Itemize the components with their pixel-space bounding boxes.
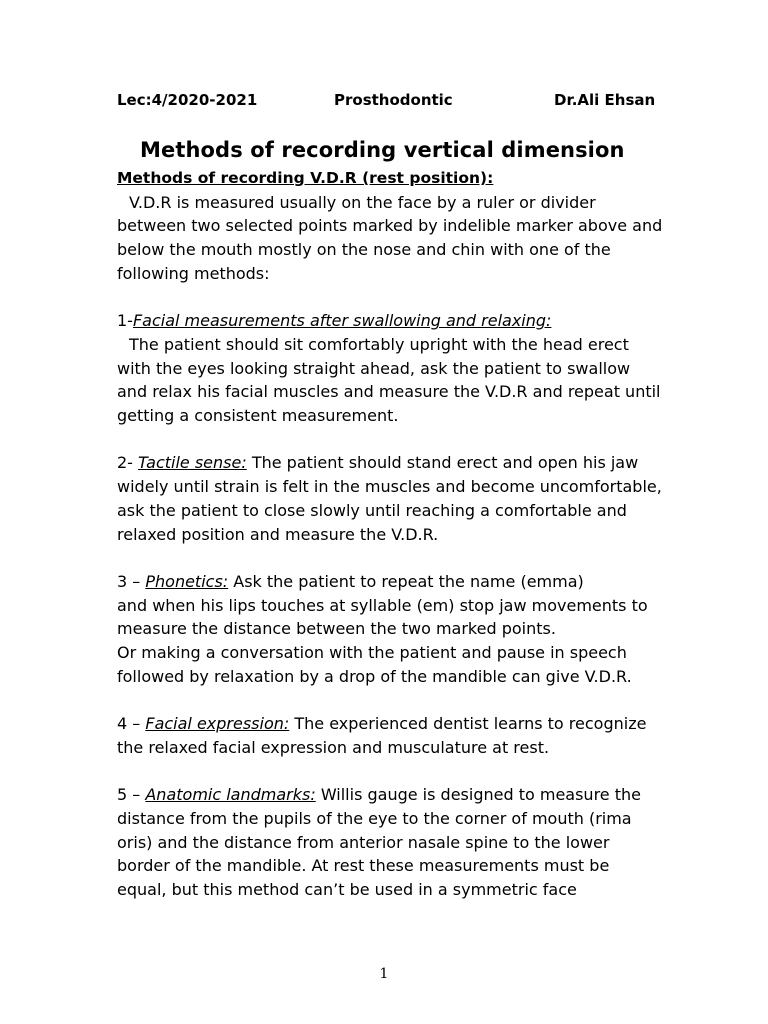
paragraph-line: below the mouth mostly on the nose and chin with one of the xyxy=(117,240,611,260)
paragraph-line: ask the patient to close slowly until reaching a comfortable and xyxy=(117,500,627,520)
method-heading xyxy=(117,309,695,333)
paragraph-line: The patient should sit comfortably upright with the head erect xyxy=(129,334,629,354)
method-text: The experienced dentist learns to recognize xyxy=(289,714,647,734)
method-number: 2- xyxy=(117,453,139,473)
paragraph-line: widely until strain is felt in the muscles and become uncomfortable, xyxy=(117,477,662,497)
paragraph-line: V.D.R is measured usually on the face by a ruler or divider xyxy=(129,192,596,212)
paragraph-line: Or making a conversation with the patient and pause in speech xyxy=(117,643,627,663)
method-name: Anatomic landmarks: xyxy=(145,785,316,805)
method-text: The patient should stand erect and open his jaw xyxy=(246,453,639,473)
page-title: Methods of recording vertical dimension xyxy=(140,138,625,162)
method-text: Willis gauge is designed to measure the xyxy=(315,785,641,805)
paragraph-line: and when his lips touches at syllable (em) stop jaw movements to xyxy=(117,595,648,615)
method-name: Phonetics: xyxy=(145,571,229,591)
paragraph-line: equal, but this method can’t be used in a symmetric face xyxy=(117,880,577,900)
page-header xyxy=(117,91,672,113)
paragraph-line: between two selected points marked by indelible marker above and xyxy=(117,216,663,236)
paragraph-line: the relaxed facial expression and musculature at rest. xyxy=(117,737,550,757)
paragraph-line: getting a consistent measurement. xyxy=(117,406,399,426)
method-number: 4 – xyxy=(117,714,146,734)
method-heading xyxy=(117,712,695,736)
paragraph-line: border of the mandible. At rest these measurements must be xyxy=(117,856,610,876)
method-text: Ask the patient to repeat the name (emma) xyxy=(228,571,584,591)
method-name: Facial expression: xyxy=(145,714,290,734)
method-heading xyxy=(117,783,695,807)
paragraph-line: measure the distance between the two marked points. xyxy=(117,619,556,639)
page-number: 1 xyxy=(379,966,389,982)
method-number: 5 – xyxy=(117,785,146,805)
paragraph-line: with the eyes looking straight ahead, ask the patient to swallow xyxy=(117,358,631,378)
paragraph-line: oris) and the distance from anterior nasale spine to the lower xyxy=(117,832,610,852)
method-heading xyxy=(117,451,695,475)
method-number: 1- xyxy=(117,311,133,331)
method-name: Facial measurements after swallowing and relaxing: xyxy=(132,311,552,331)
lecture-number: Lec:4/2020-2021 xyxy=(117,91,258,109)
method-heading xyxy=(117,570,695,594)
paragraph-line: followed by relaxation by a drop of the mandible can give V.D.R. xyxy=(117,666,632,686)
section-heading: Methods of recording V.D.R (rest position): xyxy=(117,169,494,187)
method-name: Tactile sense: xyxy=(138,453,247,473)
document-body xyxy=(117,167,695,902)
subject-name: Prosthodontic xyxy=(334,91,453,109)
paragraph-line: and relax his facial muscles and measure the V.D.R and repeat until xyxy=(117,382,661,402)
paragraph-line: relaxed position and measure the V.D.R. xyxy=(117,524,439,544)
method-number: 3 – xyxy=(117,571,146,591)
paragraph-line: distance from the pupils of the eye to the corner of mouth (rima xyxy=(117,808,632,828)
doctor-name: Dr.Ali Ehsan xyxy=(554,91,656,109)
paragraph-line: following methods: xyxy=(117,263,270,283)
